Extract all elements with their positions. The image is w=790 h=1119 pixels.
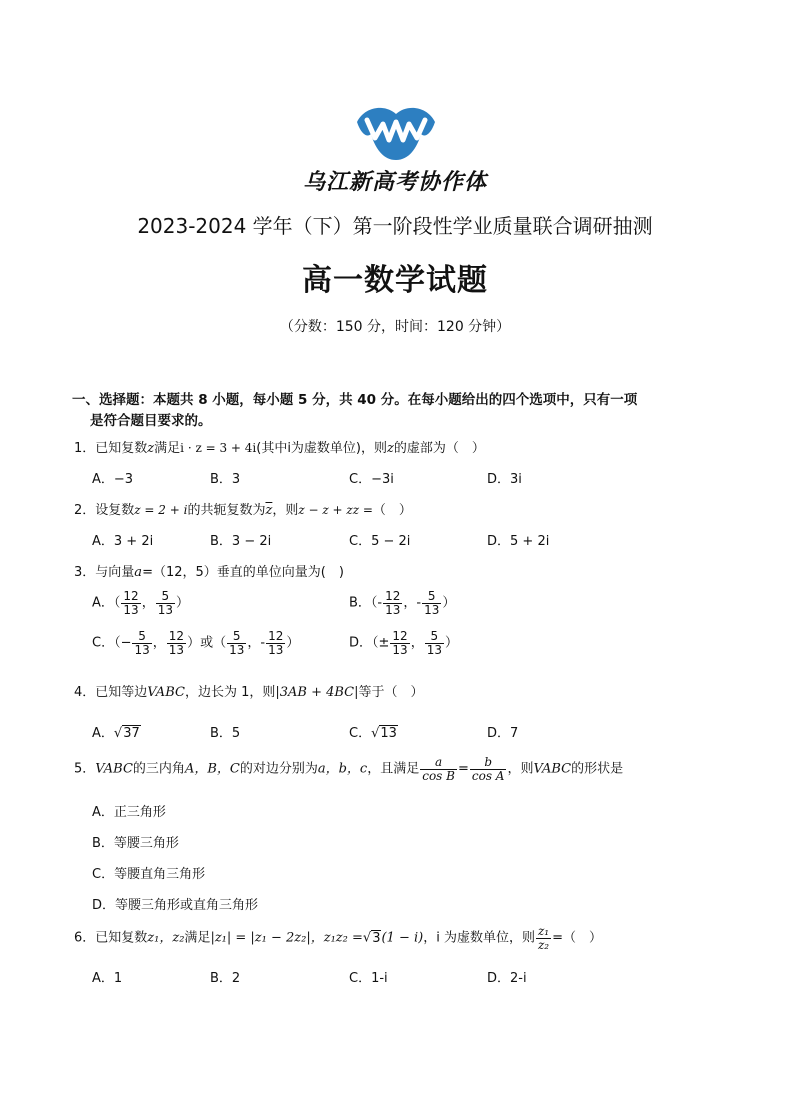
subject-title: 高一数学试题 bbox=[302, 263, 488, 298]
q1-option-a: A．−3 bbox=[92, 472, 134, 487]
q4-option-c: C．√13 bbox=[349, 726, 397, 741]
q3-option-a: A．（ $\frac{12}{13}$ ， $\frac{5}{13}$ ） bbox=[92, 589, 190, 617]
q4-option-b: B．5 bbox=[210, 726, 241, 741]
question-4: 4．已知等边VABC，边长为 1，则|3AB + 4BC|等于（ ） bbox=[74, 685, 424, 700]
q3-option-b: B．（- $\frac{12}{13}$ ，- $\frac{5}{13}$ ） bbox=[349, 589, 456, 617]
q6-option-a: A．1 bbox=[92, 971, 123, 986]
q3-option-d: D．（± $\frac{12}{13}$ ， $\frac{5}{13}$ ） bbox=[349, 629, 459, 657]
question-1: 1．已知复数z满足i · z = 3 + 4i(其中i为虚数单位)，则z的虚部为（ ） bbox=[74, 441, 485, 456]
exam-info: （分数：150 分，时间：120 分钟） bbox=[279, 319, 511, 335]
q2-option-c: C．5 − 2i bbox=[349, 534, 411, 549]
q5-option-c: C．等腰直角三角形 bbox=[92, 867, 206, 882]
q6-option-d: D．2-i bbox=[487, 971, 527, 986]
q4-option-a: A．√37 bbox=[92, 726, 140, 741]
question-2: 2．设复数z = 2 + i的共轭复数为$\overline{z}$，则z − z + zz =（ ） bbox=[74, 503, 412, 518]
org-name: 乌江新高考协作体 bbox=[302, 170, 487, 195]
q5-option-a: A．正三角形 bbox=[92, 805, 166, 820]
question-5: 5．VABC的三内角A，B，C的对边分别为a，b，c，且满足 $\frac{a}{\text{cos B}}$ = $\frac{b}{\text{cos A}}$ ，则VABC的形状是 bbox=[74, 755, 624, 783]
q2-option-a: A．3 + 2i bbox=[92, 534, 154, 549]
q6-option-c: C．1-i bbox=[349, 971, 388, 986]
question-3: 3．与向量a=（12，5）垂直的单位向量为( ) bbox=[74, 565, 344, 580]
org-logo bbox=[355, 104, 437, 164]
q1-option-d: D．3i bbox=[487, 472, 522, 487]
q3-option-c: C．（− $\frac{5}{13}$ ， $\frac{12}{13}$ ）或（ $\frac{5}{13}$ ，- $\frac{12}{13}$ ） bbox=[92, 629, 300, 657]
q6-option-b: B．2 bbox=[210, 971, 241, 986]
q5-option-d: D．等腰三角形或直角三角形 bbox=[92, 898, 259, 913]
q5-option-b: B．等腰三角形 bbox=[92, 836, 179, 851]
section-heading-line1: 一、选择题：本题共 8 小题，每小题 5 分，共 40 分。在每小题给出的四个选项中，只有一项 bbox=[72, 392, 638, 408]
q1-option-b: B．3 bbox=[210, 472, 241, 487]
exam-title: 2023-2024 学年（下）第一阶段性学业质量联合调研抽测 bbox=[137, 214, 653, 238]
q2-option-b: B．3 − 2i bbox=[210, 534, 272, 549]
section-heading-line2: 是符合题目要求的。 bbox=[90, 413, 212, 429]
question-6: 6．已知复数z₁，z₂满足|z₁| = |z₁ − 2z₂|，z₁z₂ =√3(1 − i)，i 为虚数单位，则 $\frac{\text{z₁}}{\text{z₂}}$ =（ ） bbox=[74, 924, 602, 952]
q1-option-c: C．−3i bbox=[349, 472, 394, 487]
q2-option-d: D．5 + 2i bbox=[487, 534, 550, 549]
wave-logo-icon bbox=[355, 104, 437, 164]
q4-option-d: D．7 bbox=[487, 726, 519, 741]
